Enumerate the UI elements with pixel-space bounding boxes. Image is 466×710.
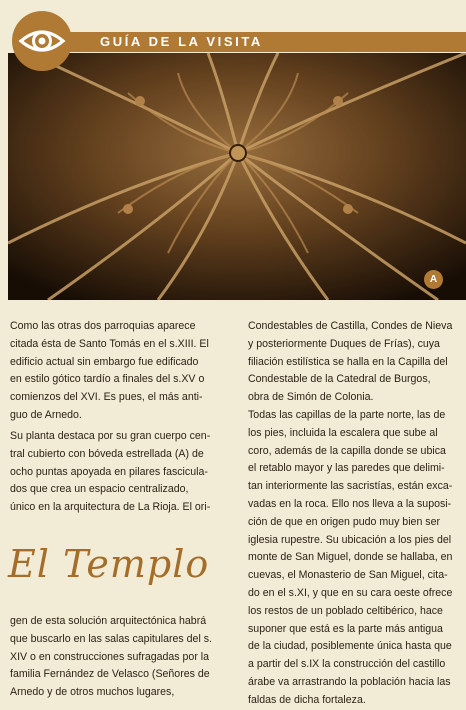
text-line: ción de que en origen pudo muy bien ser [248,515,440,528]
text-line: monte de San Miguel, donde se hallaba, en [248,551,453,564]
header-title: GUÍA DE LA VISITA [100,34,263,49]
figure-label-a: A [424,270,443,289]
text-line: Arnedo y de otros muchos lugares, [10,686,175,699]
text-line: gen de esta solución arquitectónica habrá [10,615,207,627]
text-line: Condestable de la Catedral de Burgos, [248,373,431,386]
eye-badge [12,11,72,71]
star-vault-image [8,53,466,300]
text-line: árabe va arrastrando la población hacia las [248,675,451,688]
left-paragraph-2 [10,428,228,517]
text-line: dos que crea un espacio centralizado, [10,483,189,496]
text-line: de la ciudad, posiblemente única hasta que [248,640,452,653]
text-line: XIV o en construcciones sufragadas por la [10,650,210,663]
text-line: Todas las capillas de la parte norte, las de [248,408,446,421]
text-line: suponer que está es la parte más antigua [248,622,443,635]
text-line: cuevas, el Monasterio de San Miguel, cita- [248,569,448,582]
text-line: guo de Arnedo. [10,408,82,421]
text-line: coro, además de la capilla donde se ubica [248,444,446,457]
text-line: los pies, incluida la escalera que sube al [248,426,438,439]
text-line: el retablo mayor y las paredes que delimi- [248,462,445,475]
text-line: Como las otras dos parroquias aparece [10,320,196,332]
text-line: iglesia rupestre. Su ubicación a los pies del [248,533,452,546]
text-line: tral cubierto con bóveda estrellada (A) de [10,447,204,460]
text-line: obra de Simón de Colonia. [248,391,374,404]
text-line: faldas de dicha fortaleza. [248,693,366,706]
text-line: a partir del s.IX la construcción del castillo [248,658,446,671]
text-line: y posteriormente Duques de Frías), cuya [248,337,440,350]
text-line: citada ésta de Santo Tomás en el s.XIII. El [10,337,209,350]
left-paragraph-1 [10,318,228,425]
text-line: ocho puntas apoyada en pilares fascicula- [10,465,208,478]
text-line: edificio actual sin embargo fue edificado [10,355,199,368]
text-line: familia Fernández de Velasco (Señores de [10,668,210,681]
section-heading: El Templo [8,542,210,586]
text-line: Condestables de Castilla, Condes de Nieva [248,320,453,332]
title-band [44,32,466,52]
text-line: único en la arquitectura de La Rioja. El ori- [10,501,211,514]
right-column [248,318,460,710]
text-line: que buscarlo en las salas capitulares del s. [10,632,212,645]
text-line: Su planta destaca por su gran cuerpo cen- [10,430,211,442]
text-line: en estilo gótico tardío a finales del s.XV o [10,373,205,386]
vault-photo [8,53,466,300]
text-line: tan interiormente las sacristías, están exca- [248,480,453,493]
left-paragraph-3 [10,613,228,702]
text-line: filiación estilística se halla en la Capilla del [248,355,448,368]
text-line: do en el s.XI, y que en su cara oeste ofrece [248,586,453,599]
text-line: vadas en la roca. Ello nos lleva a la suposi- [248,497,452,510]
eye-icon [12,11,72,71]
text-line: comienzos del XVI. Es pues, el más anti- [10,391,203,404]
text-line: los restos de un poblado celtibérico, hace [248,604,443,617]
